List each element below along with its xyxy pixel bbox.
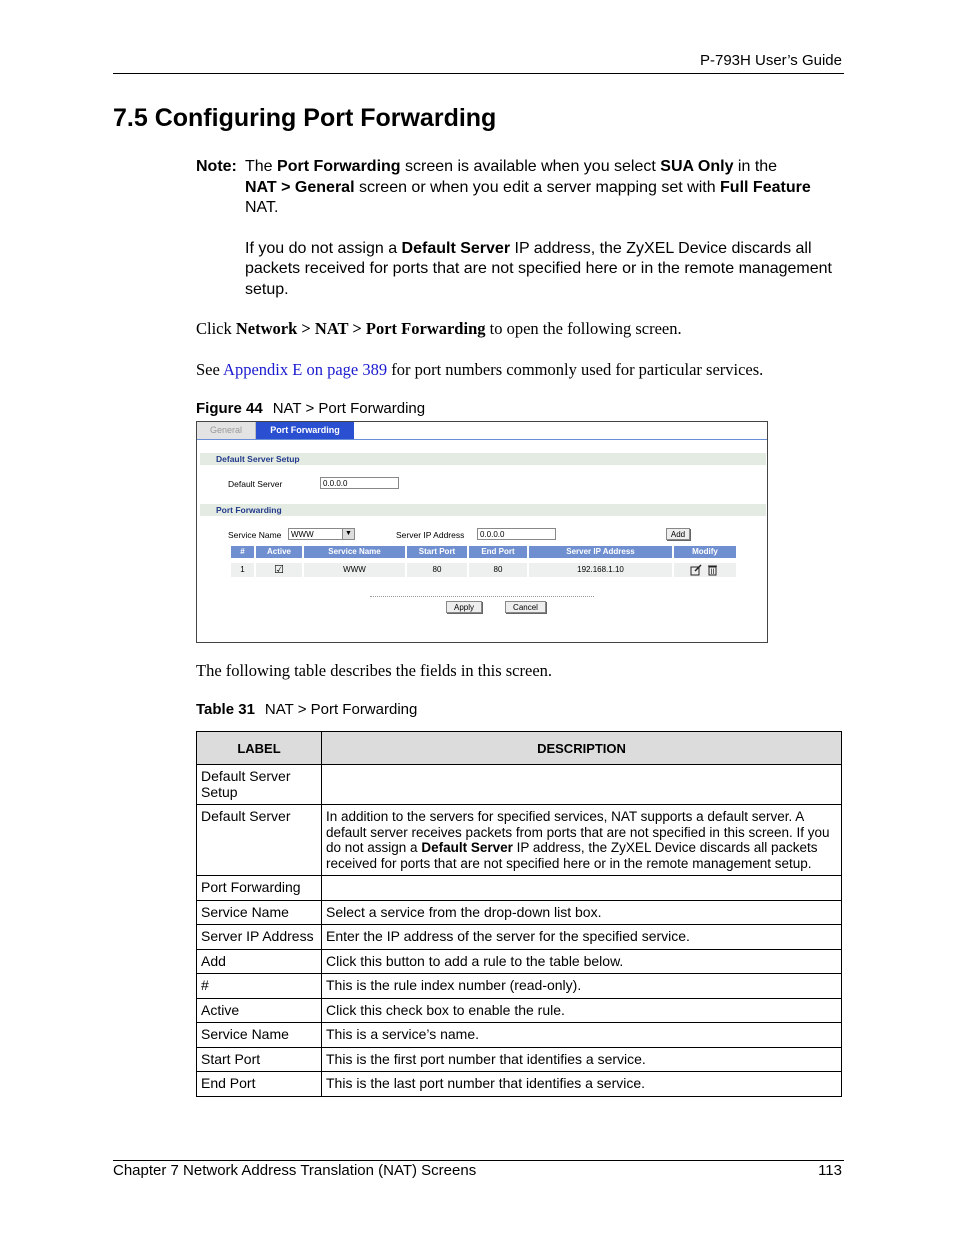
footer-rule	[113, 1160, 844, 1161]
service-name-label: Service Name	[228, 530, 282, 540]
add-button[interactable]: Add	[666, 528, 690, 540]
service-name-select[interactable]: WWW ▼	[288, 528, 355, 540]
table-row: Active Click this check box to enable the rule.	[197, 998, 842, 1023]
footer-chapter: Chapter 7 Network Address Translation (NAT) Screens	[113, 1162, 477, 1179]
note-label: Note:	[196, 158, 237, 175]
section-port-forwarding: Port Forwarding	[200, 504, 766, 516]
grid-header-modify: Modify	[674, 546, 736, 558]
grid-header-index: #	[231, 546, 254, 558]
table-row: Service Name Select a service from the drop-down list box.	[197, 900, 842, 925]
table-row: Add Click this button to add a rule to the table below.	[197, 949, 842, 974]
table-row: Port Forwarding	[197, 876, 842, 901]
grid-header-ip: Server IP Address	[529, 546, 672, 558]
active-checkbox[interactable]: ☑	[256, 563, 302, 577]
apply-button[interactable]: Apply	[446, 601, 482, 613]
cancel-button[interactable]: Cancel	[505, 601, 546, 613]
table-intro: The following table describes the fields in this screen.	[196, 661, 553, 680]
tab-port-forwarding[interactable]: Port Forwarding	[256, 422, 354, 439]
separator	[370, 596, 594, 597]
table-header-label: LABEL	[197, 732, 322, 765]
table-row: Server IP Address Enter the IP address of the server for the specified service.	[197, 925, 842, 950]
section-title: 7.5 Configuring Port Forwarding	[113, 104, 497, 132]
screenshot-port-forwarding	[196, 421, 768, 643]
tab-bar	[197, 422, 767, 440]
grid-header-service: Service Name	[304, 546, 405, 558]
grid-cell-end: 80	[469, 563, 527, 577]
header-rule	[113, 73, 844, 74]
server-ip-input[interactable]: 0.0.0.0	[477, 528, 556, 540]
page-number: 113	[818, 1162, 842, 1179]
grid-cell-index: 1	[231, 563, 254, 577]
grid-cell-modify	[674, 563, 736, 577]
grid-header-end: End Port	[469, 546, 527, 558]
table-row: End Port This is the last port number that identifies a service.	[197, 1072, 842, 1097]
grid-cell-ip: 192.168.1.10	[529, 563, 672, 577]
table-row: Default Server Setup	[197, 765, 842, 805]
note-block	[196, 157, 846, 320]
trash-icon[interactable]	[708, 566, 717, 575]
grid-cell-start: 80	[407, 563, 467, 577]
section-default-server-setup: Default Server Setup	[200, 453, 766, 465]
grid-header-start: Start Port	[407, 546, 467, 558]
default-server-label: Default Server	[228, 479, 283, 489]
grid-cell-service: WWW	[304, 563, 405, 577]
grid-header-active: Active	[256, 546, 302, 558]
table-row: Service Name This is a service’s name.	[197, 1023, 842, 1048]
chevron-down-icon: ▼	[342, 529, 354, 539]
see-appendix: See Appendix E on page 389 for port numbers commonly used for particular services.	[196, 360, 764, 379]
tab-general[interactable]: General	[197, 422, 256, 439]
table-row: # This is the rule index number (read-only).	[197, 974, 842, 999]
default-server-input[interactable]: 0.0.0.0	[320, 477, 399, 489]
edit-icon[interactable]	[691, 565, 701, 575]
click-instruction: Click Network > NAT > Port Forwarding to open the following screen.	[196, 319, 682, 338]
server-ip-label: Server IP Address	[396, 530, 465, 540]
note-paragraph-1: The Port Forwarding screen is available when you select SUA Only in the NAT > General screen or when you edit a server mapping set with Full Feature NAT.	[245, 158, 811, 216]
field-description-table	[196, 731, 842, 1097]
table-caption: Table 31 NAT > Port Forwarding	[196, 701, 418, 718]
appendix-link[interactable]: Appendix E on page 389	[223, 360, 388, 379]
table-header-description: DESCRIPTION	[322, 732, 842, 765]
table-row: Default Server In addition to the servers for specified services, NAT supports a default server. A default server receives packets from ports that are not specified in this screen. If you do not assign a Default Server IP address, the ZyXEL Device discards all packets received for ports that are not specified here or in the remote management setup.	[197, 805, 842, 876]
figure-caption: Figure 44 NAT > Port Forwarding	[196, 400, 426, 417]
table-row: Start Port This is the first port number that identifies a service.	[197, 1047, 842, 1072]
running-header: P-793H User’s Guide	[699, 52, 842, 69]
note-paragraph-2: If you do not assign a Default Server IP address, the ZyXEL Device discards all packets received for ports that are not specified here or in the remote management setup.	[245, 239, 832, 298]
